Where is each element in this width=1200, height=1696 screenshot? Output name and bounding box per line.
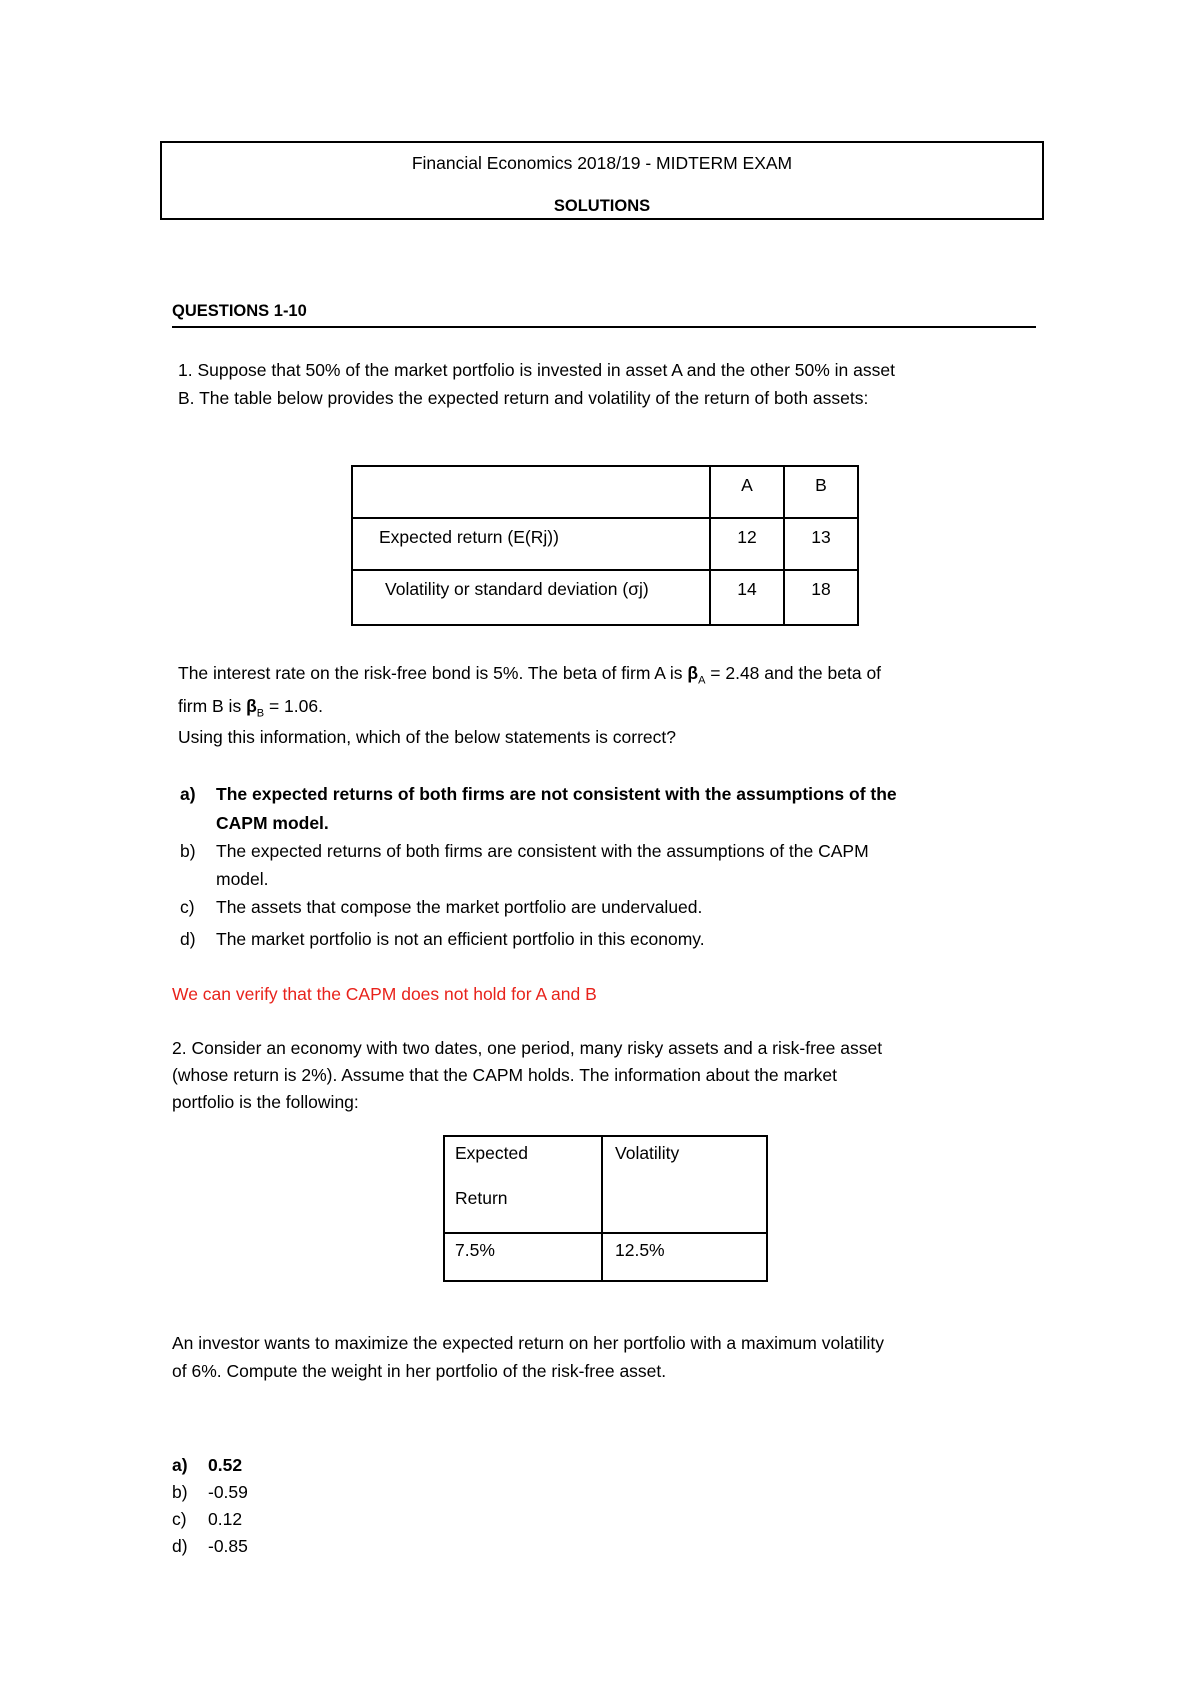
q1-option-c xyxy=(180,897,702,918)
q1-option-a xyxy=(180,784,897,805)
q2-option-a-label: a) xyxy=(172,1455,188,1475)
q1-answer-note: We can verify that the CAPM does not hold for A and B xyxy=(172,984,597,1004)
q2-option-a xyxy=(172,1455,242,1476)
q2-option-b-label: b) xyxy=(172,1482,188,1502)
q1-option-b-text: The expected returns of both firms are consistent with the assumptions of the CAPM xyxy=(216,841,869,861)
q1-info-line1 xyxy=(178,663,881,687)
q1-asset-table xyxy=(351,465,859,626)
q2-table-header-expected xyxy=(444,1136,602,1233)
beta-b-symbol: β xyxy=(246,696,257,716)
q1-option-a-text: The expected returns of both firms are not consistent with the assumptions of the xyxy=(216,784,897,804)
q1-option-b xyxy=(180,841,869,862)
q1-table-row1-label: Expected return (E(Rj)) xyxy=(352,518,710,570)
section-divider xyxy=(172,326,1036,328)
q2-table-header-expected-line2: Return xyxy=(455,1188,508,1208)
q1-table-row2-label: Volatility or standard deviation (σj) xyxy=(352,570,710,625)
exam-subtitle: SOLUTIONS xyxy=(553,197,651,215)
q2-table-value-volatility: 12.5% xyxy=(602,1233,767,1281)
q2-intro-line3: portfolio is the following: xyxy=(172,1092,359,1112)
q1-table-row1-b: 13 xyxy=(784,518,858,570)
q1-info-line2-text: firm B is xyxy=(178,696,247,716)
q1-option-a-label: a) xyxy=(180,784,196,804)
q1-table-row1-a: 12 xyxy=(710,518,784,570)
q2-table-header-volatility: Volatility xyxy=(602,1136,767,1233)
q2-table-header-expected-line1: Expected xyxy=(455,1143,528,1163)
exam-header-box xyxy=(160,141,1044,220)
q1-table-col-a: A xyxy=(710,466,784,518)
q2-option-c-label: c) xyxy=(172,1509,187,1529)
q2-option-d-value: -0.85 xyxy=(208,1536,248,1556)
q2-intro-line2: (whose return is 2%). Assume that the CAPM holds. The information about the market xyxy=(172,1065,837,1085)
q1-table-col-b: B xyxy=(784,466,858,518)
q2-option-d xyxy=(172,1536,248,1557)
q2-option-b-value: -0.59 xyxy=(208,1482,248,1502)
q1-intro-line1: 1. Suppose that 50% of the market portfolio is invested in asset A and the other 50% in asset xyxy=(178,360,895,380)
q1-intro-line2: B. The table below provides the expected return and volatility of the return of both assets: xyxy=(178,388,869,408)
q1-info-line1-text: The interest rate on the risk-free bond is 5%. The beta of firm A is xyxy=(178,663,688,683)
q1-table-row2-a: 14 xyxy=(710,570,784,625)
q1-table-row2-b: 18 xyxy=(784,570,858,625)
q2-option-d-label: d) xyxy=(172,1536,188,1556)
beta-a-symbol: β xyxy=(687,663,699,683)
q1-option-c-label: c) xyxy=(180,897,195,917)
q2-intro-line1: 2. Consider an economy with two dates, one period, many risky assets and a risk-free asset xyxy=(172,1038,883,1058)
q1-option-d-text: The market portfolio is not an efficient portfolio in this economy. xyxy=(216,929,705,949)
q1-info-line2-end: = 1.06. xyxy=(264,696,323,716)
q1-info-line3: Using this information, which of the below statements is correct? xyxy=(178,727,676,747)
section-title: QUESTIONS 1-10 xyxy=(172,302,307,320)
q1-option-b-label: b) xyxy=(180,841,196,861)
q2-question-line2: of 6%. Compute the weight in her portfolio of the risk-free asset. xyxy=(172,1361,667,1381)
exam-title: Financial Economics 2018/19 - MIDTERM EXAM xyxy=(411,153,793,173)
q1-option-d xyxy=(180,929,705,950)
q1-option-c-text: The assets that compose the market portfolio are undervalued. xyxy=(216,897,703,917)
q1-option-d-label: d) xyxy=(180,929,196,949)
q2-option-c-value: 0.12 xyxy=(208,1509,243,1529)
q2-option-a-value: 0.52 xyxy=(208,1455,243,1475)
q1-info-line2 xyxy=(178,696,323,720)
q2-market-table xyxy=(443,1135,768,1282)
q2-option-b xyxy=(172,1482,248,1503)
q1-option-b-cont: model. xyxy=(216,869,269,889)
q1-option-a-cont: CAPM model. xyxy=(216,813,329,833)
q2-option-c xyxy=(172,1509,242,1530)
beta-a-subscript: A xyxy=(698,674,706,687)
beta-b-subscript: B xyxy=(256,707,265,720)
q2-table-value-return: 7.5% xyxy=(444,1233,602,1281)
q1-info-line1-end: = 2.48 and the beta of xyxy=(705,663,882,683)
q1-table-empty-header xyxy=(352,466,710,518)
q2-question-line1: An investor wants to maximize the expected return on her portfolio with a maximum volatility xyxy=(172,1333,884,1353)
